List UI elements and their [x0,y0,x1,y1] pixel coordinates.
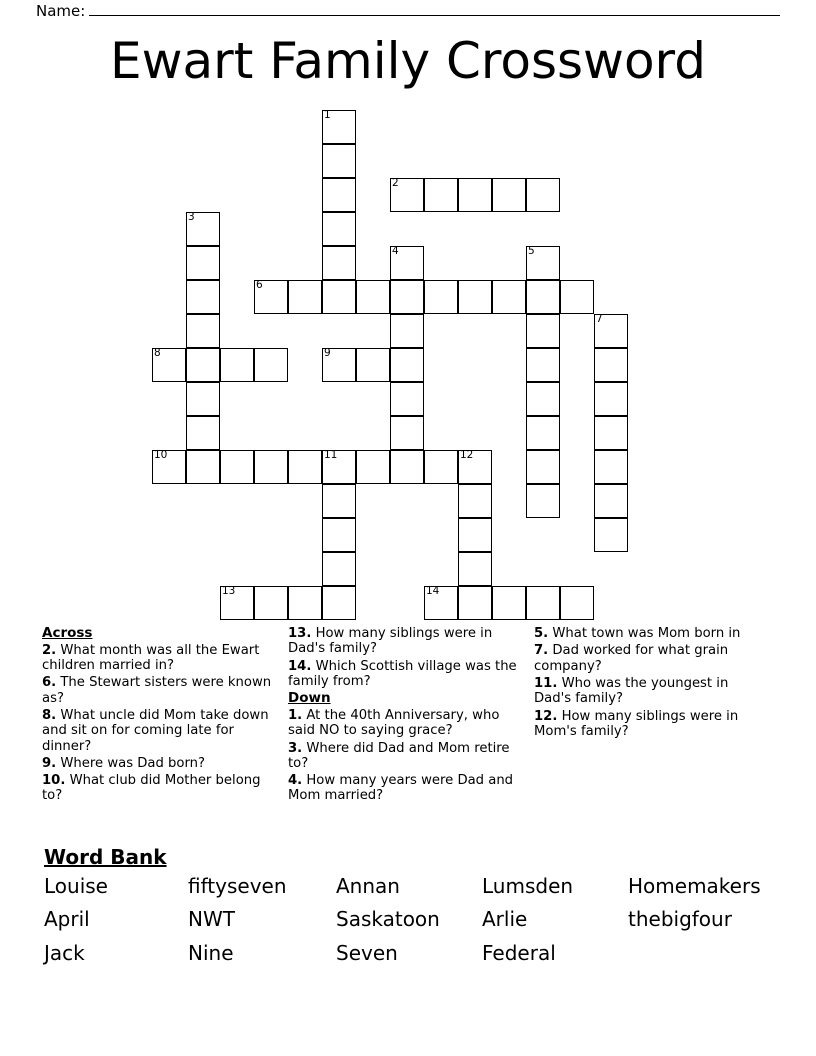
cell-number: 2 [392,177,399,189]
grid-cell[interactable] [322,110,356,144]
grid-cell[interactable] [254,450,288,484]
clue-item: 10. What club did Mother belong to? [42,773,261,804]
grid-cell[interactable] [594,484,628,518]
grid-cell[interactable] [526,450,560,484]
grid-cell[interactable] [390,348,424,382]
clues-column-1 [42,626,288,806]
clue-item: 8. What uncle did Mom take down and sit on for coming late for dinner? [42,707,269,754]
grid-cell[interactable] [390,416,424,450]
name-label: Name: [36,2,86,20]
cell-number: 8 [154,347,161,359]
grid-cell[interactable] [594,518,628,552]
word-bank-word: Arlie [482,907,528,932]
clue-number: 13. [288,626,312,641]
grid-cell[interactable] [288,280,322,314]
cell-number: 12 [460,449,474,461]
clue-number: 7. [534,643,549,659]
clue-item: 6. The Stewart sisters were known as? [42,675,272,706]
grid-cell[interactable] [424,450,458,484]
grid-cell[interactable] [458,518,492,552]
grid-cell[interactable] [390,178,424,212]
grid-cell[interactable] [526,178,560,212]
grid-cell[interactable] [322,280,356,314]
cell-number: 14 [426,585,440,597]
grid-cell[interactable] [254,280,288,314]
clue-number: 11. [534,675,558,691]
word-bank-word: Lumsden [482,874,574,898]
grid-cell[interactable] [424,586,458,620]
across-heading: Across [42,625,93,641]
grid-cell[interactable] [356,280,390,314]
grid-cell[interactable] [220,586,254,620]
grid-cell[interactable] [322,212,356,246]
cell-number: 7 [596,313,603,325]
word-bank-word: NWT [188,907,235,932]
grid-cell[interactable] [254,348,288,382]
word-bank-word: Annan [336,874,400,898]
cell-number: 1 [324,109,331,121]
clues-section [42,626,782,806]
grid-cell[interactable] [458,280,492,314]
grid-cell[interactable] [526,382,560,416]
grid-cell[interactable] [186,246,220,280]
clue-item: 7. Dad worked for what grain company? [534,643,729,674]
grid-cell[interactable] [288,450,322,484]
clue-number: 10. [42,773,66,789]
down-heading: Down [288,690,331,707]
grid-cell[interactable] [594,348,628,382]
clue-item: 11. Who was the youngest in Dad's family? [534,675,729,707]
cell-number: 9 [324,347,331,359]
grid-cell[interactable] [186,314,220,348]
word-bank-word: thebigfour [628,907,732,932]
grid-cell[interactable] [322,246,356,280]
grid-cell[interactable] [220,348,254,382]
word-bank-word: Homemakers [628,874,761,898]
grid-cell[interactable] [254,586,288,620]
grid-cell[interactable] [526,280,560,314]
grid-cell[interactable] [424,178,458,212]
word-bank-word: fiftyseven [188,874,287,898]
clue-item: 12. How many siblings were in Mom's family? [534,708,739,739]
clue-number: 2. [42,642,57,658]
grid-cell[interactable] [220,450,254,484]
grid-cell[interactable] [356,450,390,484]
grid-cell[interactable] [186,416,220,450]
grid-cell[interactable] [186,348,220,382]
grid-cell[interactable] [594,382,628,416]
word-bank-word: Seven [336,940,398,965]
grid-cell[interactable] [492,280,526,314]
grid-cell[interactable] [458,586,492,620]
grid-cell[interactable] [152,348,186,382]
cell-number: 13 [222,585,236,597]
clue-number: 14. [288,658,312,674]
clue-number: 8. [42,707,57,723]
grid-cell[interactable] [526,416,560,450]
clue-number: 3. [288,740,303,756]
grid-cell[interactable] [560,586,594,620]
grid-cell[interactable] [390,314,424,348]
grid-cell[interactable] [322,518,356,552]
cell-number: 4 [392,245,399,257]
grid-cell[interactable] [356,348,390,382]
clue-number: 5. [534,626,549,641]
grid-cell[interactable] [322,552,356,586]
clue-number: 4. [288,773,303,789]
clue-item: 1. At the 40th Anniversary, who said NO to saying grace? [288,707,500,739]
cell-number: 6 [256,279,263,291]
page-title: Ewart Family Crossword [110,32,706,90]
grid-cell[interactable] [458,552,492,586]
grid-cell[interactable] [288,586,322,620]
grid-cell[interactable] [390,450,424,484]
grid-cell[interactable] [322,484,356,518]
grid-cell[interactable] [526,484,560,518]
cell-number: 3 [188,211,195,223]
grid-cell[interactable] [526,586,560,620]
word-bank-word: Federal [482,940,556,965]
grid-cell[interactable] [526,246,560,280]
grid-cell[interactable] [152,450,186,484]
grid-cell[interactable] [390,382,424,416]
grid-cell[interactable] [526,348,560,382]
grid-cell[interactable] [390,280,424,314]
grid-cell[interactable] [594,416,628,450]
grid-cell[interactable] [390,246,424,280]
grid-cell[interactable] [186,382,220,416]
grid-cell[interactable] [186,280,220,314]
word-bank-word: Saskatoon [336,907,440,932]
grid-cell[interactable] [186,450,220,484]
clue-item: 14. Which Scottish village was the family from? [288,658,517,689]
grid-cell[interactable] [526,314,560,348]
cell-number: 11 [324,449,338,461]
cell-number: 10 [154,449,168,461]
grid-cell[interactable] [594,450,628,484]
grid-cell[interactable] [322,586,356,620]
grid-cell[interactable] [186,212,220,246]
grid-cell[interactable] [492,178,526,212]
cell-number: 5 [528,245,535,257]
clue-item: 3. Where did Dad and Mom retire to? [288,740,510,771]
clues-column-2 [288,626,534,806]
clue-item: 13. How many siblings were in Dad's family? [288,626,493,657]
word-bank-word: Nine [188,940,234,965]
grid-cell[interactable] [492,586,526,620]
word-bank-word: Louise [44,874,108,898]
grid-cell[interactable] [560,280,594,314]
clue-item: 4. How many years were Dad and Mom married? [288,773,514,804]
word-bank-word: Jack [44,940,85,965]
clue-number: 6. [42,675,57,691]
grid-cell[interactable] [322,144,356,178]
grid-cell[interactable] [322,348,356,382]
grid-cell[interactable] [424,280,458,314]
grid-cell[interactable] [594,314,628,348]
word-bank-word: April [44,907,90,932]
clue-number: 12. [534,708,558,724]
word-bank-heading: Word Bank [44,845,167,869]
clue-item: 2. What month was all the Ewart children married in? [42,642,260,673]
clue-item: 9. Where was Dad born? [42,755,206,771]
grid-cell[interactable] [458,178,492,212]
grid-cell[interactable] [322,450,356,484]
grid-cell[interactable] [458,484,492,518]
clue-item: 5. What town was Mom born in [534,626,741,641]
grid-cell[interactable] [458,450,492,484]
clue-number: 9. [42,755,57,771]
clue-number: 1. [288,707,303,723]
word-bank-list [44,872,784,967]
grid-cell[interactable] [322,178,356,212]
clues-column-3 [534,626,780,806]
